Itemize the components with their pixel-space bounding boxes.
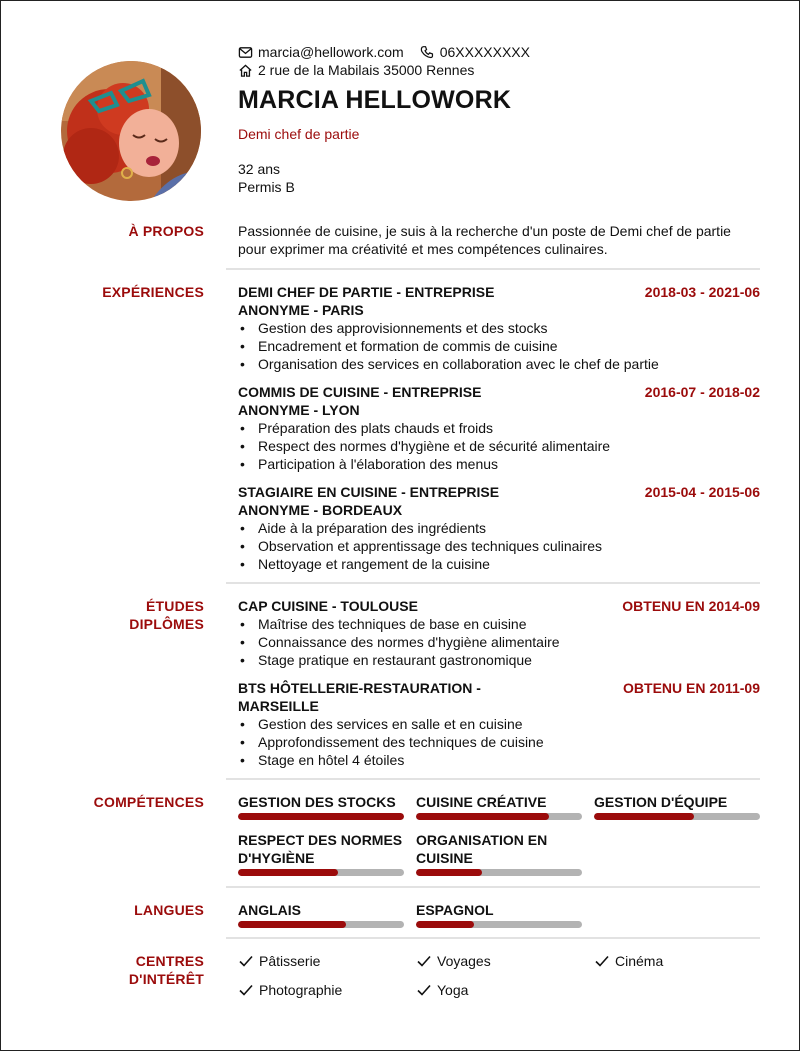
education-label <box>129 597 204 633</box>
check-icon <box>416 953 432 969</box>
interest-label: Photographie <box>259 982 343 998</box>
about-text: Passionnée de cuisine, je suis à la recherche d'un poste de Demi chef de partie pour exprimer ma créativité et mes compétences culinaires. <box>238 223 731 257</box>
experience-bullets <box>238 319 760 373</box>
list-item: • Approfondissement des techniques de cuisine <box>238 733 760 751</box>
experience-entry <box>238 283 760 373</box>
interest-label: Voyages <box>437 953 491 969</box>
interests-label-line1: CENTRES <box>135 953 204 969</box>
skill-bar <box>238 813 404 820</box>
skill-level-fill <box>594 813 694 820</box>
language-name: ESPAGNOL <box>416 902 494 918</box>
list-item: • Organisation des services en collaboration avec le chef de partie <box>238 355 760 373</box>
skill-label-line2: CUISINE <box>416 850 473 866</box>
language-item <box>238 901 404 928</box>
interest-label: Cinéma <box>615 953 664 969</box>
experience-title: DEMI CHEF DE PARTIE - ENTREPRISE <box>238 284 495 300</box>
list-item: • Connaissance des normes d'hygiène alimentaire <box>238 633 760 651</box>
email-text: marcia@hellowork.com <box>258 44 404 60</box>
experience-date: 2016-07 - 2018-02 <box>644 384 760 400</box>
check-icon <box>416 982 432 998</box>
list-item: • Encadrement et formation de commis de cuisine <box>238 337 760 355</box>
list-item: • Aide à la préparation des ingrédients <box>238 519 760 537</box>
list-item: • Préparation des plats chauds et froids <box>238 419 760 437</box>
skill-item <box>416 793 582 820</box>
education-label-line2: DIPLÔMES <box>129 616 204 632</box>
skill-label-line2: D'HYGIÈNE <box>238 850 315 866</box>
language-level-fill <box>238 921 346 928</box>
skill-bar <box>238 869 404 876</box>
language-name: ANGLAIS <box>238 902 301 918</box>
language-bar <box>238 921 404 928</box>
skill-bar <box>594 813 760 820</box>
experience-bullets <box>238 419 760 473</box>
address-item <box>238 61 474 79</box>
list-item: • Respect des normes d'hygiène et de sécurité alimentaire <box>238 437 760 455</box>
skill-label: ORGANISATION EN <box>416 832 548 848</box>
experience-company: ANONYME - BORDEAUX <box>238 502 403 518</box>
interests-label <box>129 952 204 988</box>
languages-label: LANGUES <box>134 902 204 918</box>
experience-date: 2018-03 - 2021-06 <box>644 284 760 300</box>
experience-entry <box>238 383 760 473</box>
divider <box>226 778 760 780</box>
divider <box>226 886 760 888</box>
phone-text: 06XXXXXXXX <box>439 44 530 60</box>
experience-company: ANONYME - PARIS <box>238 302 364 318</box>
personal-info <box>238 160 295 196</box>
about-label: À PROPOS <box>128 223 204 239</box>
skill-item <box>238 831 404 876</box>
experiences-label: EXPÉRIENCES <box>102 284 204 300</box>
experience-bullets <box>238 519 760 573</box>
education-bullets <box>238 615 760 669</box>
skill-item <box>416 831 582 876</box>
skill-bar <box>416 869 582 876</box>
list-item: • Stage pratique en restaurant gastronomique <box>238 651 760 669</box>
education-entry <box>238 679 760 769</box>
education-bullets <box>238 715 760 769</box>
education-label-line1: ÉTUDES <box>146 598 204 614</box>
check-icon <box>238 982 254 998</box>
interest-item <box>594 952 663 970</box>
skills-label: COMPÉTENCES <box>93 794 204 810</box>
check-icon <box>238 953 254 969</box>
skill-bar <box>416 813 582 820</box>
skill-item <box>594 793 760 820</box>
contact-block <box>238 43 546 79</box>
list-item: • Maîtrise des techniques de base en cuisine <box>238 615 760 633</box>
skill-label: RESPECT DES NORMES <box>238 832 403 848</box>
phone-icon <box>420 45 435 60</box>
list-item: • Gestion des services en salle et en cuisine <box>238 715 760 733</box>
education-title: BTS HÔTELLERIE-RESTAURATION - <box>238 680 481 696</box>
education-date: OBTENU EN 2014-09 <box>622 598 760 614</box>
list-item: • Nettoyage et rangement de la cuisine <box>238 555 760 573</box>
language-level-fill <box>416 921 474 928</box>
interest-label: Pâtisserie <box>259 953 321 969</box>
education-entry <box>238 597 760 669</box>
education-date: OBTENU EN 2011-09 <box>623 680 760 696</box>
divider <box>226 582 760 584</box>
skill-level-fill <box>238 869 338 876</box>
home-icon <box>238 63 253 78</box>
list-item: • Stage en hôtel 4 étoiles <box>238 751 760 769</box>
skill-label: GESTION D'ÉQUIPE <box>594 794 728 810</box>
interest-item <box>238 952 320 970</box>
experience-company: ANONYME - LYON <box>238 402 360 418</box>
language-item <box>416 901 582 928</box>
interest-label: Yoga <box>437 982 469 998</box>
skill-label: CUISINE CRÉATIVE <box>416 794 547 810</box>
interests-label-line2: D'INTÉRÊT <box>128 971 204 987</box>
education-title-line2: MARSEILLE <box>238 698 319 714</box>
experience-entry <box>238 483 760 573</box>
envelope-icon <box>238 45 253 60</box>
divider <box>226 268 760 270</box>
skill-item <box>238 793 404 820</box>
interest-item <box>416 981 468 999</box>
experience-title: STAGIAIRE EN CUISINE - ENTREPRISE <box>238 484 500 500</box>
job-title: Demi chef de partie <box>238 126 360 142</box>
interest-item <box>416 952 491 970</box>
list-item: • Participation à l'élaboration des menus <box>238 455 760 473</box>
skill-level-fill <box>238 813 404 820</box>
experience-title: COMMIS DE CUISINE - ENTREPRISE <box>238 384 482 400</box>
list-item: • Observation et apprentissage des techniques culinaires <box>238 537 760 555</box>
skill-level-fill <box>416 869 482 876</box>
check-icon <box>594 953 610 969</box>
email-item[interactable] <box>238 43 404 61</box>
phone-item[interactable] <box>420 43 530 61</box>
list-item: • Gestion des approvisionnements et des stocks <box>238 319 760 337</box>
profile-photo <box>61 61 201 201</box>
experience-date: 2015-04 - 2015-06 <box>644 484 760 500</box>
divider <box>226 937 760 939</box>
address-text: 2 rue de la Mabilais 35000 Rennes <box>258 62 475 78</box>
interest-item <box>238 981 342 999</box>
education-title: CAP CUISINE - TOULOUSE <box>238 598 418 614</box>
age-text: 32 ans <box>238 161 281 177</box>
license-text: Permis B <box>238 179 295 195</box>
skill-label: GESTION DES STOCKS <box>238 794 396 810</box>
language-bar <box>416 921 582 928</box>
skill-level-fill <box>416 813 549 820</box>
candidate-name: MARCIA HELLOWORK <box>238 86 512 114</box>
